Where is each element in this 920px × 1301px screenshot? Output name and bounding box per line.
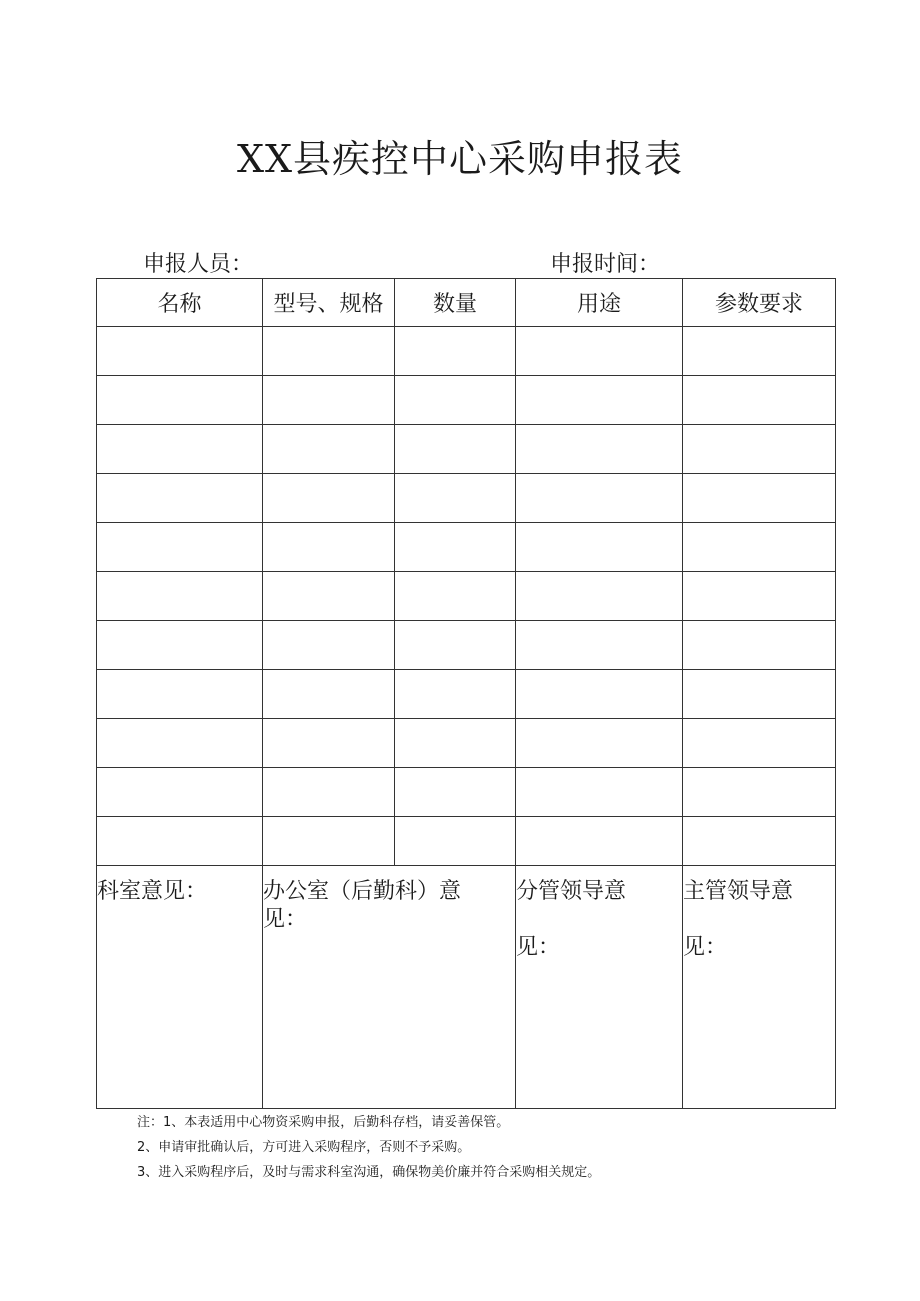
table-cell[interactable] xyxy=(97,474,263,523)
table-cell[interactable] xyxy=(263,376,395,425)
header-parameters: 参数要求 xyxy=(683,279,836,327)
table-cell[interactable] xyxy=(516,474,683,523)
note-2: 2、申请审批确认后，方可进入采购程序，否则不予采购。 xyxy=(137,1140,471,1155)
applicant-label: 申报人员： xyxy=(143,252,254,277)
table-cell[interactable] xyxy=(516,768,683,817)
table-cell[interactable] xyxy=(263,572,395,621)
table-cell[interactable] xyxy=(395,817,516,866)
table-cell[interactable] xyxy=(395,670,516,719)
table-row xyxy=(97,327,836,376)
table-cell[interactable] xyxy=(683,621,836,670)
notes xyxy=(137,1110,600,1185)
table-cell[interactable] xyxy=(395,376,516,425)
header-model-spec: 型号、规格 xyxy=(263,279,395,327)
table-cell[interactable] xyxy=(683,523,836,572)
table-cell[interactable] xyxy=(516,670,683,719)
table-cell[interactable] xyxy=(263,474,395,523)
table-cell[interactable] xyxy=(516,376,683,425)
table-cell[interactable] xyxy=(516,572,683,621)
table-cell[interactable] xyxy=(516,523,683,572)
table-row xyxy=(97,817,836,866)
table-cell[interactable] xyxy=(395,621,516,670)
apply-time-label: 申报时间： xyxy=(550,252,661,277)
table-cell[interactable] xyxy=(683,327,836,376)
table-header-row xyxy=(97,279,836,327)
table-cell[interactable] xyxy=(516,719,683,768)
table-cell[interactable] xyxy=(683,817,836,866)
department-opinion-cell[interactable] xyxy=(97,866,263,1109)
note-3: 3、进入采购程序后，及时与需求科室沟通，确保物美价廉并符合采购相关规定。 xyxy=(137,1165,601,1180)
table-row xyxy=(97,572,836,621)
table-cell[interactable] xyxy=(263,719,395,768)
table-cell[interactable] xyxy=(395,523,516,572)
table-cell[interactable] xyxy=(97,719,263,768)
table-cell[interactable] xyxy=(97,572,263,621)
table-cell[interactable] xyxy=(395,572,516,621)
table-cell[interactable] xyxy=(516,327,683,376)
table-row xyxy=(97,474,836,523)
table-row xyxy=(97,376,836,425)
table-cell[interactable] xyxy=(263,670,395,719)
page-title: XX县疾控中心采购申报表 xyxy=(236,137,684,181)
table-cell[interactable] xyxy=(683,572,836,621)
table-cell[interactable] xyxy=(516,817,683,866)
table-cell[interactable] xyxy=(395,768,516,817)
note-1: 注：1、本表适用中心物资采购申报，后勤科存档，请妥善保管。 xyxy=(137,1115,510,1130)
table-cell[interactable] xyxy=(97,621,263,670)
table-row xyxy=(97,425,836,474)
table-cell[interactable] xyxy=(395,719,516,768)
table-row xyxy=(97,719,836,768)
table-cell[interactable] xyxy=(97,523,263,572)
office-opinion-label: 办公室（后勤科）意 见： xyxy=(263,879,462,932)
table-cell[interactable] xyxy=(263,817,395,866)
table-cell[interactable] xyxy=(97,817,263,866)
table-cell[interactable] xyxy=(395,425,516,474)
table-cell[interactable] xyxy=(97,425,263,474)
table-cell[interactable] xyxy=(395,474,516,523)
table-cell[interactable] xyxy=(263,327,395,376)
header-purpose: 用途 xyxy=(516,279,683,327)
table-cell[interactable] xyxy=(263,425,395,474)
deputy-leader-opinion-cell[interactable] xyxy=(516,866,683,1109)
table-cell[interactable] xyxy=(683,474,836,523)
procurement-table xyxy=(96,278,836,1109)
opinion-row xyxy=(97,866,836,1109)
department-opinion-label: 科室意见： xyxy=(97,879,208,904)
table-cell[interactable] xyxy=(516,621,683,670)
table-cell[interactable] xyxy=(97,327,263,376)
table-cell[interactable] xyxy=(263,768,395,817)
header-quantity: 数量 xyxy=(395,279,516,327)
chief-leader-opinion-label: 主管领导意 见： xyxy=(683,879,794,960)
table-cell[interactable] xyxy=(263,621,395,670)
table-cell[interactable] xyxy=(263,523,395,572)
table-cell[interactable] xyxy=(516,425,683,474)
table-cell[interactable] xyxy=(683,376,836,425)
header-name: 名称 xyxy=(97,279,263,327)
table-row xyxy=(97,670,836,719)
table-cell[interactable] xyxy=(683,768,836,817)
table-cell[interactable] xyxy=(395,327,516,376)
table-row xyxy=(97,621,836,670)
office-opinion-cell[interactable] xyxy=(263,866,516,1109)
table-cell[interactable] xyxy=(97,768,263,817)
chief-leader-opinion-cell[interactable] xyxy=(683,866,836,1109)
deputy-leader-opinion-label: 分管领导意 见： xyxy=(516,879,627,960)
table-cell[interactable] xyxy=(97,376,263,425)
table-cell[interactable] xyxy=(683,425,836,474)
table-cell[interactable] xyxy=(683,670,836,719)
table-cell[interactable] xyxy=(97,670,263,719)
table-row xyxy=(97,523,836,572)
table-cell[interactable] xyxy=(683,719,836,768)
table-row xyxy=(97,768,836,817)
